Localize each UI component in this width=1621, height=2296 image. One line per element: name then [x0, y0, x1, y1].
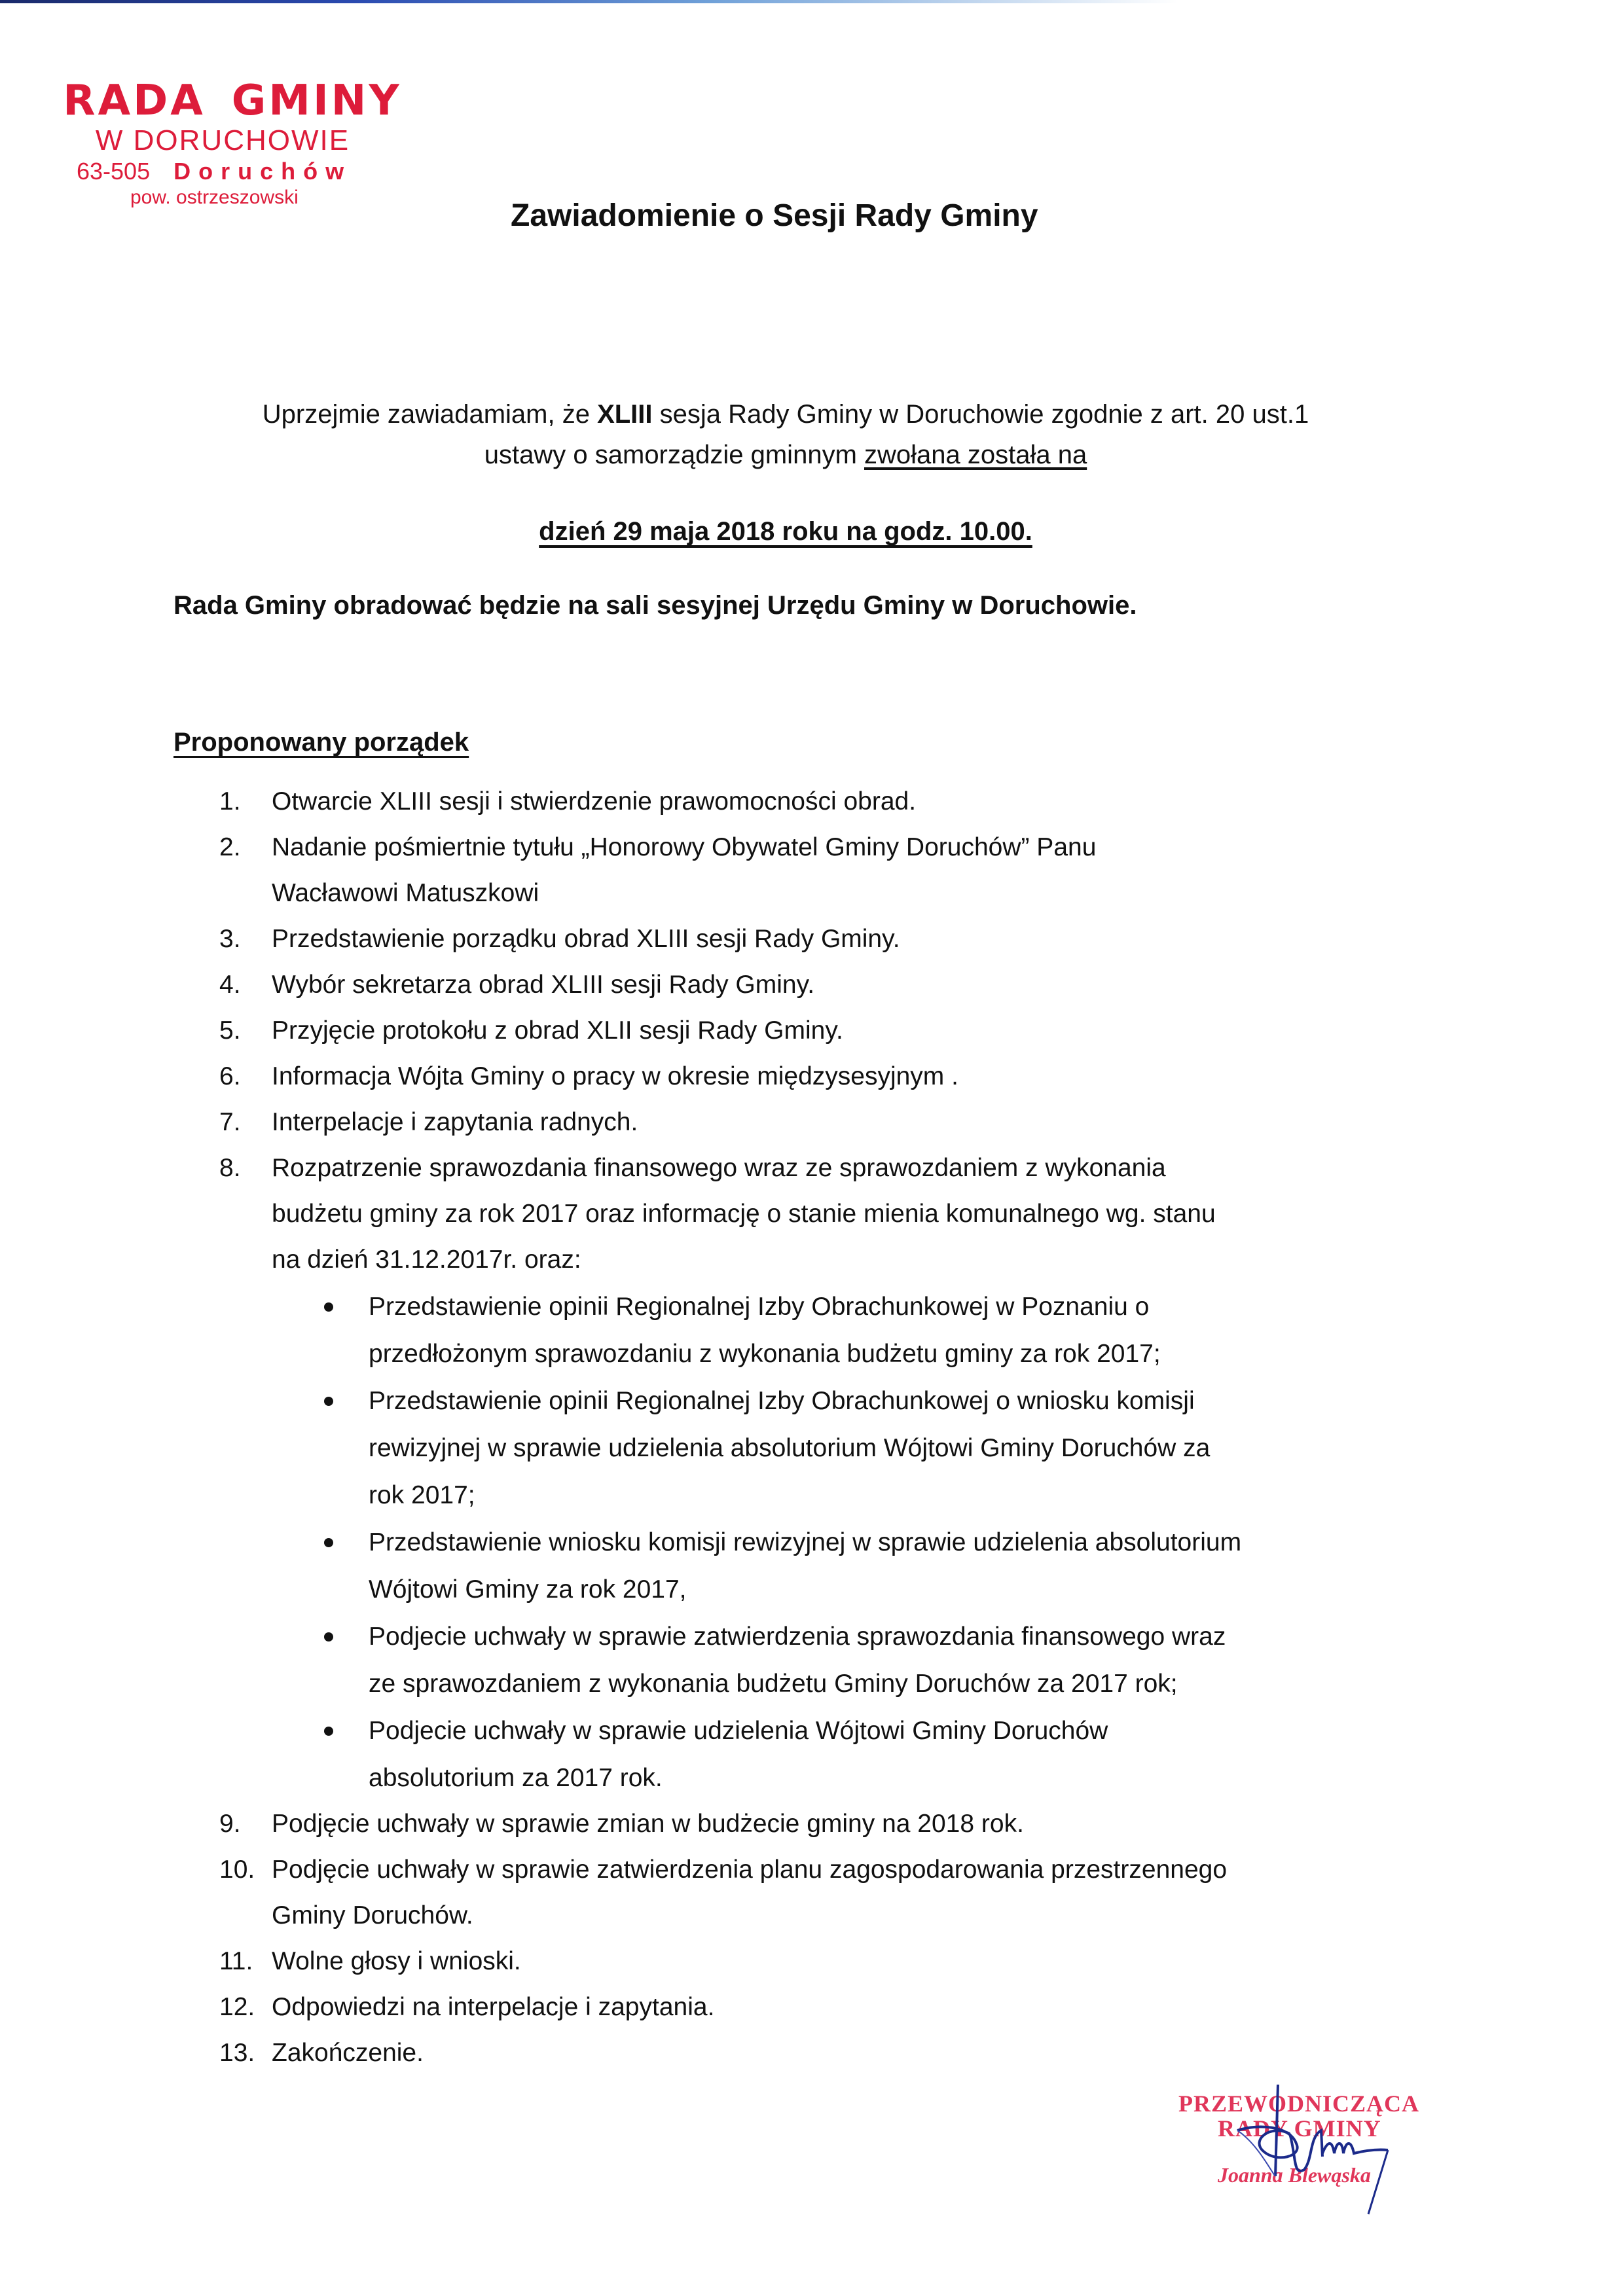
- item-text: Zakończenie.: [272, 2039, 424, 2067]
- intro-text: sesja Rady Gminy w Doruchowie zgodnie z art. 20 ust.1: [652, 400, 1309, 429]
- item-text: Rozpatrzenie sprawozdania finansowego wraz ze sprawozdaniem z wykonania: [272, 1154, 1166, 1182]
- bullet-icon: [324, 1727, 333, 1736]
- item-text: Wolne głosy i wnioski.: [272, 1947, 521, 1975]
- sub-item-text: absolutorium za 2017 rok.: [369, 1764, 663, 1792]
- item-text: Otwarcie XLIII sesji i stwierdzenie prawomocności obrad.: [272, 787, 917, 816]
- intro-line-1: [131, 398, 1440, 431]
- sub-item-text: Przedstawienie opinii Regionalnej Izby Obrachunkowej w Poznaniu o: [369, 1293, 1150, 1321]
- item-number: 9.: [219, 1810, 241, 1838]
- item-text: Podjęcie uchwały w sprawie zmian w budżecie gminy na 2018 rok.: [272, 1810, 1024, 1838]
- item-text: Przedstawienie porządku obrad XLIII sesji Rady Gminy.: [272, 925, 900, 953]
- bullet-icon: [324, 1397, 333, 1406]
- item-text: Nadanie pośmiertnie tytułu „Honorowy Obywatel Gminy Doruchów” Panu: [272, 833, 1097, 861]
- item-number: 7.: [219, 1108, 241, 1136]
- item-text: Informacja Wójta Gminy o pracy w okresie międzysesyjnym .: [272, 1062, 958, 1090]
- document-title: Zawiadomienie o Sesji Rady Gminy: [511, 198, 1038, 233]
- item-number: 2.: [219, 833, 241, 861]
- signature-stamp-title: PRZEWODNICZĄCA: [1178, 2090, 1420, 2117]
- stamp-line-4: pow. ostrzeszowski: [130, 187, 299, 208]
- item-text: Przyjęcie protokołu z obrad XLII sesji Rady Gminy.: [272, 1016, 843, 1045]
- item-number: 5.: [219, 1016, 241, 1045]
- sub-item-text: Przedstawienie wniosku komisji rewizyjnej w sprawie udzielenia absolutorium: [369, 1528, 1242, 1556]
- item-text: Odpowiedzi na interpelacje i zapytania.: [272, 1993, 715, 2021]
- session-venue: Rada Gminy obradować będzie na sali sesyjnej Urzędu Gminy w Doruchowie.: [173, 591, 1137, 620]
- handwritten-signature-icon: [1165, 2078, 1440, 2215]
- sub-item-text: Podjecie uchwały w sprawie zatwierdzenia sprawozdania finansowego wraz: [369, 1623, 1226, 1651]
- council-stamp: [62, 77, 403, 209]
- signature-stamp-name: Joanna Blewąska: [1218, 2163, 1371, 2187]
- agenda-heading: Proponowany porządek: [173, 728, 469, 757]
- bullet-icon: [324, 1302, 333, 1312]
- stamp-gminy: GMINY: [231, 77, 402, 125]
- scan-edge-artifact: [0, 0, 1178, 3]
- item-text: Wacławowi Matuszkowi: [272, 879, 539, 907]
- sub-item-text: Przedstawienie opinii Regionalnej Izby Obrachunkowej o wniosku komisji: [369, 1387, 1195, 1415]
- item-text: Gminy Doruchów.: [272, 1901, 473, 1929]
- chairperson-signature-stamp: [1165, 2078, 1440, 2215]
- bullet-icon: [324, 1632, 333, 1641]
- sub-item-text: rewizyjnej w sprawie udzielenia absolutorium Wójtowi Gminy Doruchów za: [369, 1434, 1211, 1462]
- item-number: 11.: [219, 1947, 253, 1975]
- stamp-line-1: [62, 77, 403, 124]
- item-number: 8.: [219, 1154, 241, 1182]
- signature-stamp-council: RADY GMINY: [1218, 2115, 1381, 2142]
- sub-item-text: ze sprawozdaniem z wykonania budżetu Gminy Doruchów za 2017 rok;: [369, 1670, 1178, 1698]
- stamp-line-2: W DORUCHOWIE: [95, 124, 350, 156]
- item-text: Interpelacje i zapytania radnych.: [272, 1108, 638, 1136]
- session-number: XLIII: [597, 400, 653, 429]
- intro-line-2: [131, 439, 1440, 471]
- stamp-city: Doruchów: [173, 158, 352, 185]
- session-date: dzień 29 maja 2018 roku na godz. 10.00.: [539, 517, 1032, 546]
- item-number: 13.: [219, 2039, 255, 2067]
- item-text: budżetu gminy za rok 2017 oraz informację o stanie mienia komunalnego wg. stanu: [272, 1200, 1216, 1228]
- stamp-postal-code: 63-505: [77, 158, 151, 185]
- item-text: na dzień 31.12.2017r. oraz:: [272, 1246, 581, 1274]
- sub-item-text: Podjecie uchwały w sprawie udzielenia Wójtowi Gminy Doruchów: [369, 1717, 1108, 1745]
- item-text: Podjęcie uchwały w sprawie zatwierdzenia planu zagospodarowania przestrzennego: [272, 1856, 1228, 1884]
- stamp-line-3: [62, 157, 403, 186]
- intro-underlined-text: zwołana została na: [864, 440, 1087, 469]
- item-text: Wybór sekretarza obrad XLIII sesji Rady Gminy.: [272, 971, 815, 999]
- intro-text: ustawy o samorządzie gminnym: [484, 440, 864, 469]
- bullet-icon: [324, 1538, 333, 1547]
- item-number: 10.: [219, 1856, 255, 1884]
- item-number: 3.: [219, 925, 241, 953]
- item-number: 4.: [219, 971, 241, 999]
- item-number: 12.: [219, 1993, 255, 2021]
- item-number: 6.: [219, 1062, 241, 1090]
- item-number: 1.: [219, 787, 241, 816]
- sub-item-text: Wójtowi Gminy za rok 2017,: [369, 1575, 687, 1604]
- intro-text: Uprzejmie zawiadamiam, że: [262, 400, 598, 429]
- sub-item-text: rok 2017;: [369, 1481, 475, 1509]
- stamp-rada: RADA: [63, 77, 206, 125]
- sub-item-text: przedłożonym sprawozdaniu z wykonania budżetu gminy za rok 2017;: [369, 1340, 1161, 1368]
